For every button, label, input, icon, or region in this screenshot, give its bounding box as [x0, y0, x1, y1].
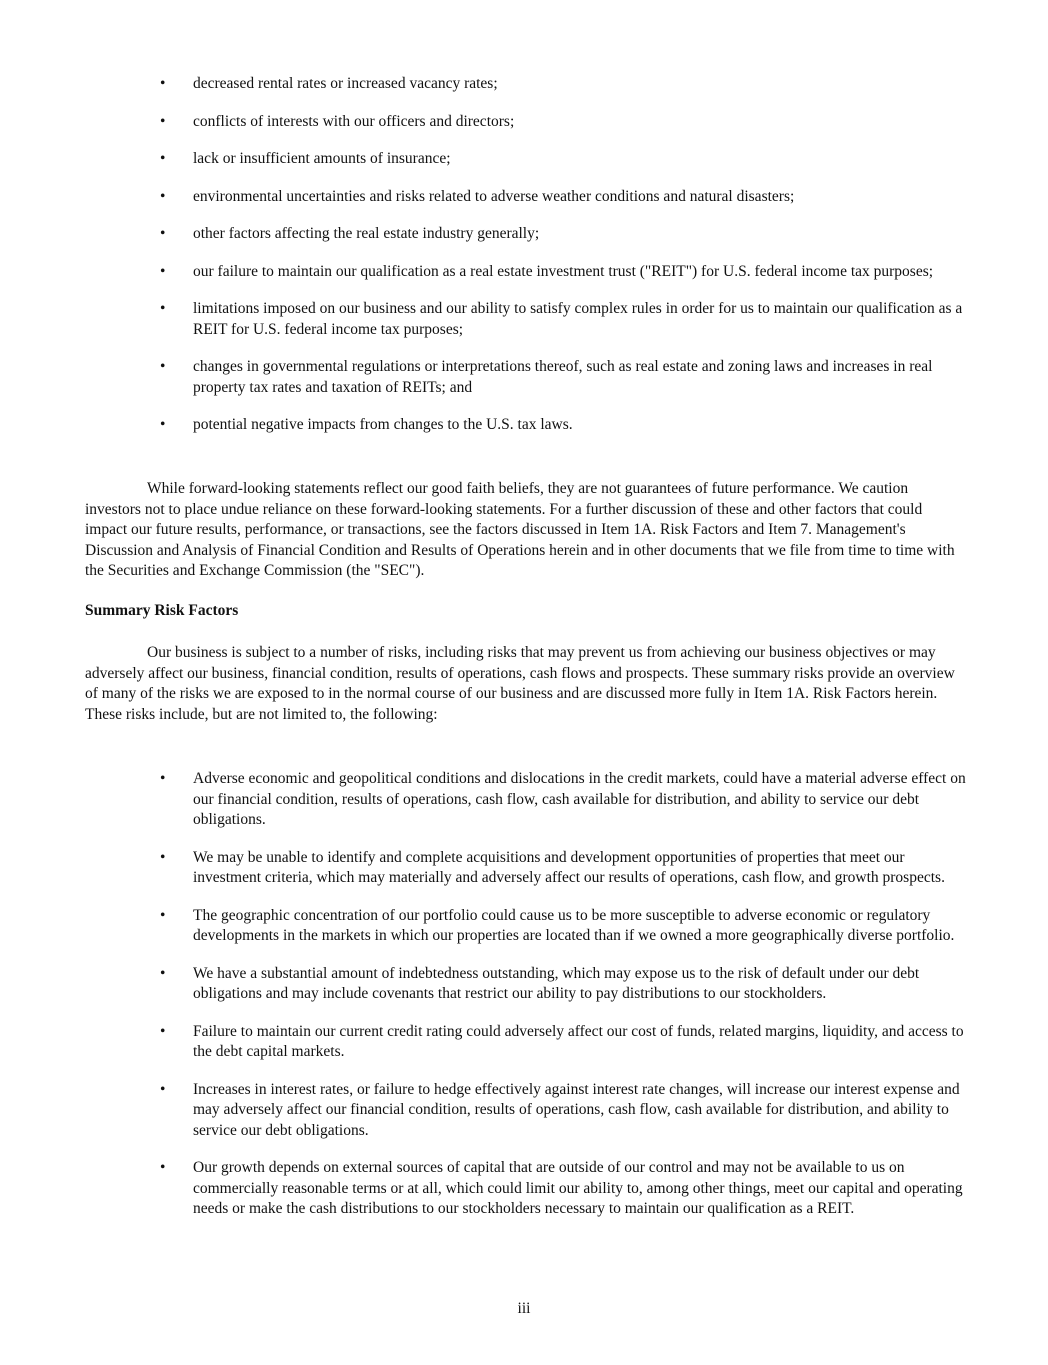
list-item-text: environmental uncertainties and risks related to adverse weather conditions and natural disasters;	[193, 187, 795, 205]
list-item-text: Increases in interest rates, or failure to hedge effectively against interest rate changes, will increase our interest expense and may adversely affect our financial condition, results of operations, cash flow, cash available for distribution, and ability to service our debt obligations.	[193, 1080, 960, 1139]
list-item	[160, 848, 968, 889]
list-item-text: limitations imposed on our business and our ability to satisfy complex rules in order for us to maintain our qualification as a REIT for U.S. federal income tax purposes;	[193, 300, 963, 338]
bullet-icon: •	[160, 416, 166, 433]
bullet-icon: •	[160, 225, 166, 242]
summary-risk-list	[160, 769, 968, 1237]
list-item-text: conflicts of interests with our officers and directors;	[193, 112, 515, 130]
bullet-icon: •	[160, 964, 166, 982]
bullet-icon: •	[160, 262, 166, 280]
list-item	[160, 224, 968, 245]
list-item	[160, 906, 968, 947]
list-item-text: We may be unable to identify and complete acquisitions and development opportunities of properties that meet our investment criteria, which may materially and adversely affect our results of operations, cash flow, and growth prospects.	[193, 848, 945, 886]
list-item	[160, 1080, 968, 1142]
section-heading-summary-risk-factors: Summary Risk Factors	[85, 602, 239, 619]
summary-risk-paragraph: Our business is subject to a number of risks, including risks that may prevent us from achieving our business objectives or may adversely affect our business, financial condition, results of operations, cash flows and prospects. These summary risks provide an overview of many of the risks we are exposed to in the normal course of our business and are discussed more fully in Item 1A. Risk Factors herein. These risks include, but are not limited to, the following:	[85, 644, 955, 723]
list-item-text: Our growth depends on external sources of capital that are outside of our control and may not be available to us on commercially reasonable terms or at all, which could limit our ability to, among other things, meet our capital and operating needs or make the cash distributions to our stockholders necessary to maintain our qualification as a REIT.	[193, 1159, 963, 1217]
bullet-icon: •	[160, 906, 166, 924]
list-item	[160, 112, 968, 133]
list-item-text: Adverse economic and geopolitical conditions and dislocations in the credit markets, could have a material adverse effect on our financial condition, results of operations, cash flow, cash available for distribution, and ability to service our debt obligations.	[193, 770, 966, 828]
list-item	[160, 357, 968, 398]
page-number: iii	[517, 1300, 531, 1317]
forward-looking-paragraph: While forward-looking statements reflect our good faith beliefs, they are not guarantees of future performance. We caution investors not to place undue reliance on these forward-looking statements. For a further discussion of these and other factors that could impact our future results, performance, or transactions, see the factors discussed in Item 1A. Risk Factors and Item 7. Management's Discussion and Analysis of Financial Condition and Results of Operations herein and in other documents that we file from time to time with the Securities and Exchange Commission (the "SEC").	[85, 480, 955, 579]
list-item	[160, 415, 968, 436]
bullet-icon: •	[160, 770, 166, 787]
bullet-icon: •	[160, 1022, 166, 1040]
list-item	[160, 262, 968, 283]
list-item-text: We have a substantial amount of indebtedness outstanding, which may expose us to the risk of default under our debt obligations and may include covenants that restrict our ability to pay distributions to our stockholders.	[193, 964, 920, 1002]
list-item	[160, 187, 968, 208]
list-item	[160, 1022, 968, 1063]
list-item-text: potential negative impacts from changes to the U.S. tax laws.	[193, 416, 573, 433]
bullet-icon: •	[160, 358, 166, 375]
list-item-text: The geographic concentration of our portfolio could cause us to be more susceptible to adverse economic or regulatory developments in the markets in which our properties are located than if we owned a more geographically diverse portfolio.	[193, 906, 955, 944]
bullet-icon: •	[160, 75, 166, 92]
bullet-icon: •	[160, 848, 166, 866]
list-item	[160, 769, 968, 831]
list-item-text: lack or insufficient amounts of insurance;	[193, 150, 451, 167]
list-item	[160, 74, 968, 95]
bullet-icon: •	[160, 112, 166, 130]
list-item-text: changes in governmental regulations or interpretations thereof, such as real estate and zoning laws and increases in real property tax rates and taxation of REITs; and	[193, 358, 933, 396]
list-item-text: our failure to maintain our qualification as a real estate investment trust ("REIT") for U.S. federal income tax purposes;	[193, 262, 934, 280]
list-item-text: other factors affecting the real estate industry generally;	[193, 225, 540, 242]
bullet-icon: •	[160, 300, 166, 317]
bullet-icon: •	[160, 1159, 166, 1176]
bullet-icon: •	[160, 1080, 166, 1098]
list-item	[160, 299, 968, 340]
list-item-text: Failure to maintain our current credit rating could adversely affect our cost of funds, related margins, liquidity, and access to the debt capital markets.	[193, 1022, 964, 1060]
list-item	[160, 1158, 968, 1220]
bullet-icon: •	[160, 150, 166, 167]
bullet-icon: •	[160, 187, 166, 205]
forward-looking-factors-list	[160, 74, 968, 453]
list-item	[160, 964, 968, 1005]
list-item	[160, 149, 968, 170]
list-item-text: decreased rental rates or increased vacancy rates;	[193, 75, 498, 92]
